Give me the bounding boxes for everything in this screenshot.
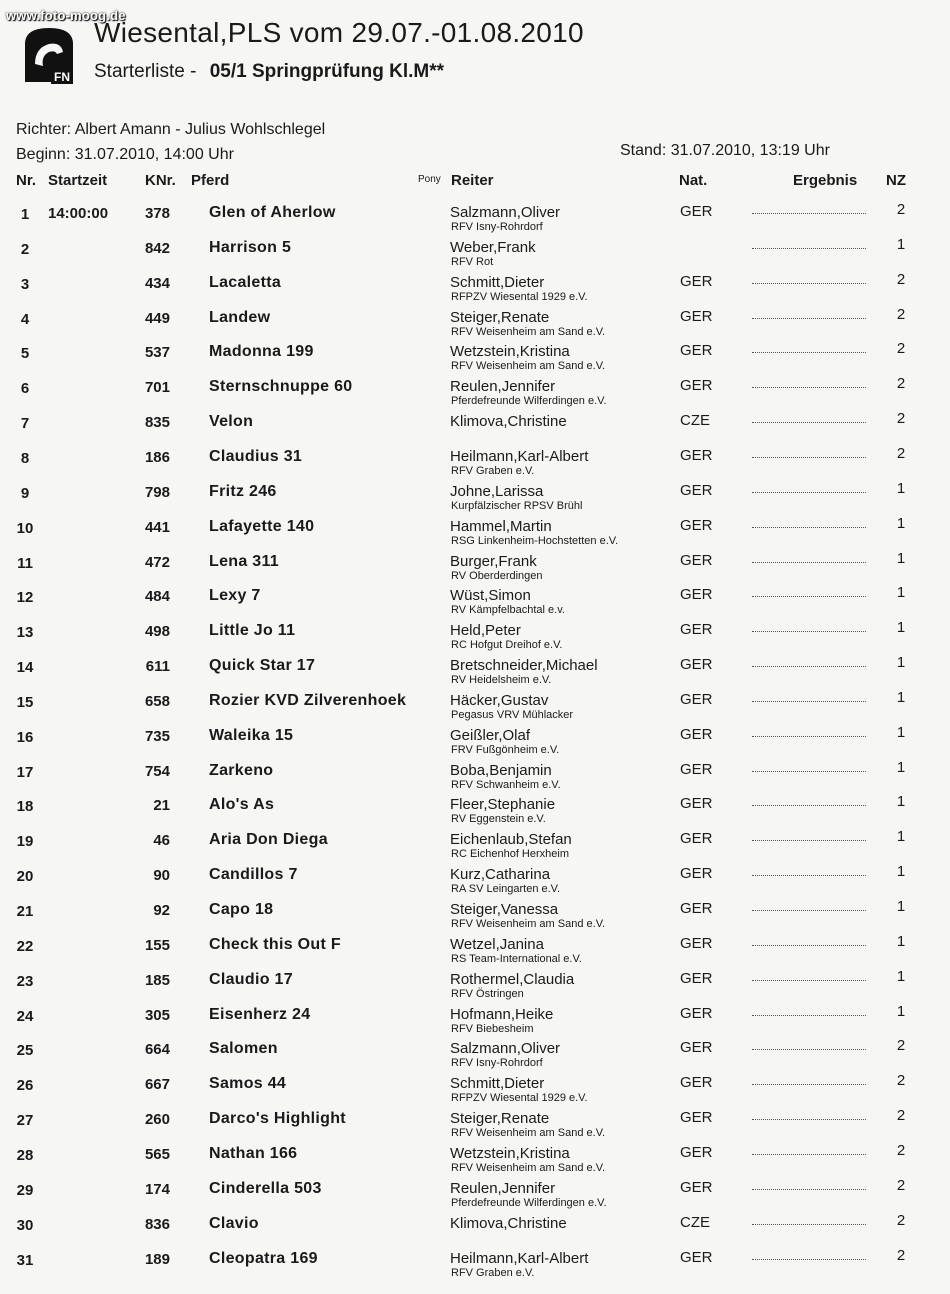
subtitle-prefix: Starterliste -	[94, 61, 197, 82]
result-placeholder	[752, 1258, 866, 1260]
subtitle	[94, 61, 444, 83]
nation-code: GER	[680, 760, 713, 778]
knr-cell: 667	[144, 1076, 170, 1094]
table-row	[0, 339, 950, 374]
col-pony: Pony	[418, 174, 441, 185]
rider-name: Steiger,Vanessa	[450, 901, 559, 918]
competition-name: 05/1 Springprüfung Kl.M**	[209, 61, 445, 82]
horse-name: Velon	[209, 413, 254, 431]
knr-cell: 46	[153, 832, 170, 850]
nation-code: GER	[680, 516, 713, 534]
row-number: 16	[16, 728, 34, 746]
nation-code: GER	[680, 830, 713, 848]
horse-name: Candillos 7	[209, 866, 298, 884]
start-time: Beginn: 31.07.2010, 14:00 Uhr	[16, 146, 234, 163]
row-number: 31	[16, 1251, 34, 1269]
rider-name: Weber,Frank	[450, 238, 536, 256]
knr-cell: 434	[144, 274, 170, 292]
row-number: 12	[16, 589, 34, 607]
row-number: 15	[16, 693, 34, 711]
club-name: RFV Graben e.V.	[451, 464, 535, 477]
knr-cell: 378	[144, 205, 170, 222]
club-name: RFV Weisenheim am Sand e.V.	[451, 1161, 606, 1174]
rider-name: Heilmann,Karl-Albert	[450, 447, 589, 465]
nz-cell: 2	[896, 1141, 906, 1159]
result-placeholder	[752, 1223, 866, 1225]
nation-code: GER	[680, 969, 713, 987]
result-placeholder	[752, 665, 866, 667]
knr-cell: 472	[144, 553, 170, 571]
nation-code: GER	[680, 690, 713, 708]
club-name: RFV Isny-Rohrdorf	[451, 221, 543, 233]
table-row	[0, 862, 950, 897]
rider-name: Wetzel,Janina	[450, 935, 544, 953]
nz-cell: 1	[896, 932, 906, 950]
knr-cell: 537	[144, 344, 170, 362]
rider-name: Johne,Larissa	[450, 482, 544, 500]
club-name: RFV Weisenheim am Sand e.V.	[451, 918, 606, 930]
result-placeholder	[752, 1118, 866, 1120]
row-number: 21	[16, 903, 34, 920]
club-name: RFV Rot	[451, 255, 494, 268]
horse-name: Rozier KVD Zilverenhoek	[209, 691, 407, 709]
table-row	[0, 897, 950, 932]
nation-code: GER	[680, 446, 713, 464]
nz-cell: 1	[896, 235, 906, 253]
result-placeholder	[752, 979, 866, 981]
horse-name: Check this Out F	[209, 935, 341, 953]
row-number: 17	[16, 763, 34, 781]
row-number: 19	[16, 833, 34, 851]
rider-name: Klimova,Christine	[450, 1214, 567, 1232]
row-number: 10	[16, 519, 34, 537]
horse-name: Lafayette 140	[209, 517, 315, 535]
result-placeholder	[752, 491, 866, 493]
nz-cell: 1	[896, 898, 906, 915]
knr-cell: 484	[144, 588, 170, 606]
club-name: RSG Linkenheim-Hochstetten e.V.	[451, 534, 619, 547]
horse-name: Sternschnuppe 60	[209, 378, 353, 396]
result-placeholder	[752, 630, 866, 632]
nation-code: GER	[680, 1178, 713, 1196]
page-title: Wiesental,PLS vom 29.07.-01.08.2010	[94, 17, 584, 48]
horse-name: Samos 44	[209, 1075, 287, 1093]
table-row	[0, 270, 950, 305]
result-placeholder	[752, 456, 866, 458]
nation-code: CZE	[680, 1213, 710, 1231]
nz-cell: 2	[896, 1211, 906, 1229]
club-name: RV Heidelsheim e.V.	[451, 674, 552, 687]
result-placeholder	[752, 1188, 866, 1190]
result-placeholder	[752, 212, 866, 214]
horse-name: Glen of Aherlow	[209, 204, 336, 221]
table-row	[0, 792, 950, 827]
nation-code: GER	[680, 1143, 713, 1161]
table-row	[0, 1106, 950, 1141]
nz-cell: 2	[896, 1246, 906, 1264]
row-number: 3	[20, 275, 30, 293]
club-name: RFV Weisenheim am Sand e.V.	[451, 1127, 606, 1140]
rider-name: Reulen,Jennifer	[450, 1179, 556, 1197]
table-row	[0, 200, 950, 235]
horse-name: Capo 18	[209, 901, 274, 918]
horse-name: Cleopatra 169	[209, 1249, 318, 1267]
nz-cell: 1	[896, 584, 906, 602]
rider-name: Wetzstein,Kristina	[450, 343, 570, 361]
horse-name: Clavio	[209, 1214, 259, 1232]
knr-cell: 92	[153, 902, 170, 919]
nation-code: GER	[680, 272, 713, 290]
nation-code: GER	[680, 377, 713, 395]
nz-cell: 2	[896, 1176, 906, 1194]
nation-code: GER	[680, 656, 713, 674]
nation-code: GER	[680, 481, 713, 499]
rider-name: Boba,Benjamin	[450, 761, 552, 779]
table-row	[0, 583, 950, 618]
col-result: Ergebnis	[793, 172, 858, 189]
rider-name: Steiger,Renate	[450, 308, 550, 326]
horse-name: Lena 311	[209, 552, 280, 570]
table-row	[0, 758, 950, 793]
rider-name: Salzmann,Oliver	[450, 1040, 561, 1058]
table-row	[0, 1211, 950, 1246]
nation-code: GER	[680, 621, 713, 639]
table-row	[0, 549, 950, 584]
nz-cell: 1	[896, 1002, 906, 1020]
table-row	[0, 444, 950, 479]
row-number: 5	[20, 345, 30, 363]
nz-cell: 2	[896, 444, 906, 462]
col-nat: Nat.	[679, 172, 708, 189]
horse-name: Nathan 166	[209, 1144, 298, 1162]
nation-code: GER	[680, 1074, 713, 1092]
table-row	[0, 618, 950, 653]
knr-cell: 735	[144, 727, 170, 745]
col-time: Startzeit	[48, 172, 108, 189]
knr-cell: 155	[144, 936, 170, 954]
knr-cell: 611	[145, 658, 170, 676]
nz-cell: 1	[896, 654, 906, 672]
table-row	[0, 235, 950, 270]
row-number: 25	[16, 1042, 34, 1060]
nz-cell: 1	[896, 828, 906, 846]
knr-cell: 798	[144, 483, 170, 501]
horse-name: Lacaletta	[209, 273, 282, 291]
watermark: www.foto-moog.de	[6, 8, 126, 23]
result-placeholder	[752, 526, 866, 528]
nz-cell: 1	[896, 549, 906, 567]
row-number: 18	[16, 798, 34, 816]
table-row	[0, 1176, 950, 1211]
table-row	[0, 514, 950, 549]
horse-name: Harrison 5	[209, 238, 292, 256]
row-number: 24	[16, 1007, 34, 1025]
knr-cell: 90	[153, 867, 170, 885]
nation-code: GER	[680, 203, 713, 220]
rider-name: Hofmann,Heike	[450, 1005, 554, 1023]
club-name: RC Hofgut Dreihof e.V.	[451, 639, 563, 652]
nz-cell: 2	[896, 201, 906, 218]
knr-cell: 186	[144, 448, 170, 466]
nation-code: GER	[680, 551, 713, 569]
rider-name: Reulen,Jennifer	[450, 378, 556, 396]
row-number: 9	[20, 484, 30, 502]
col-knr: KNr.	[145, 172, 176, 189]
nz-cell: 2	[896, 410, 906, 428]
row-number: 4	[20, 310, 30, 328]
knr-cell: 21	[153, 797, 170, 815]
club-name: RA SV Leingarten e.V.	[451, 883, 561, 896]
horse-name: Claudio 17	[209, 970, 293, 988]
knr-cell: 449	[144, 309, 170, 327]
nation-code: GER	[680, 900, 713, 917]
horse-name: Landew	[209, 308, 271, 326]
nz-cell: 1	[896, 723, 906, 741]
nz-cell: 2	[896, 270, 906, 288]
horse-name: Quick Star 17	[209, 657, 316, 675]
row-number: 28	[16, 1146, 34, 1164]
row-number: 22	[16, 937, 34, 955]
result-placeholder	[752, 1014, 866, 1016]
nz-cell: 2	[896, 340, 906, 358]
nz-cell: 2	[896, 1037, 906, 1055]
table-row	[0, 1246, 950, 1281]
club-name: FRV Fußgönheim e.V.	[451, 743, 560, 756]
row-number: 8	[20, 449, 30, 467]
club-name: RV Oberderdingen	[451, 569, 543, 582]
knr-cell: 189	[144, 1250, 170, 1268]
row-number: 30	[16, 1216, 34, 1234]
club-name: RFV Graben e.V.	[451, 1266, 535, 1279]
club-name: RFV Östringen	[451, 987, 524, 1000]
table-row	[0, 1071, 950, 1106]
table-row	[0, 827, 950, 862]
knr-cell: 185	[144, 971, 170, 989]
row-number: 27	[16, 1112, 34, 1130]
rider-name: Bretschneider,Michael	[450, 657, 598, 675]
table-row	[0, 723, 950, 758]
nation-code: GER	[680, 725, 713, 743]
nz-cell: 2	[896, 375, 906, 393]
result-placeholder	[752, 386, 866, 388]
nz-cell: 1	[896, 619, 906, 637]
table-row	[0, 1036, 950, 1071]
rider-name: Kurz,Catharina	[450, 866, 551, 884]
nation-code: GER	[680, 1109, 713, 1127]
nation-code: CZE	[680, 412, 710, 430]
club-name: Pferdefreunde Wilferdingen e.V.	[451, 395, 607, 408]
rider-name: Wüst,Simon	[450, 587, 531, 605]
row-number: 7	[20, 415, 30, 433]
row-number: 1	[20, 206, 30, 223]
horse-name: Eisenherz 24	[209, 1005, 311, 1023]
knr-cell: 565	[144, 1145, 170, 1163]
nz-cell: 2	[896, 1107, 906, 1125]
horse-name: Madonna 199	[209, 343, 314, 361]
horse-name: Claudius 31	[209, 447, 303, 465]
nz-cell: 1	[896, 863, 906, 881]
result-placeholder	[752, 561, 866, 563]
table-row	[0, 409, 950, 444]
horse-name: Lexy 7	[209, 587, 261, 605]
nz-cell: 2	[896, 305, 906, 323]
club-name: RFV Schwanheim e.V.	[451, 778, 561, 791]
nation-code: GER	[680, 586, 713, 604]
club-name: Pegasus VRV Mühlacker	[451, 708, 574, 721]
result-placeholder	[752, 1083, 866, 1085]
club-name: RV Eggenstein e.V.	[451, 813, 546, 826]
row-number: 20	[16, 868, 34, 886]
rider-name: Schmitt,Dieter	[450, 1075, 545, 1093]
table-row	[0, 1141, 950, 1176]
club-name: RFV Biebesheim	[451, 1022, 534, 1035]
fn-logo-icon	[21, 24, 77, 86]
table-row	[0, 374, 950, 409]
rider-name: Heilmann,Karl-Albert	[450, 1249, 589, 1267]
row-number: 6	[20, 380, 30, 398]
result-placeholder	[752, 700, 866, 702]
nation-code: GER	[680, 307, 713, 325]
nation-code: GER	[680, 865, 713, 883]
horse-name: Cinderella 503	[209, 1179, 322, 1197]
rider-name: Wetzstein,Kristina	[450, 1144, 570, 1162]
result-placeholder	[752, 247, 866, 249]
result-placeholder	[752, 735, 866, 737]
result-placeholder	[752, 421, 866, 423]
knr-cell: 498	[144, 623, 170, 641]
judges: Richter: Albert Amann - Julius Wohlschlegel	[16, 121, 326, 138]
club-name: RFV Weisenheim am Sand e.V.	[451, 360, 606, 373]
result-placeholder	[752, 770, 866, 772]
horse-name: Salomen	[209, 1040, 278, 1058]
result-placeholder	[752, 1153, 866, 1155]
knr-cell: 658	[144, 692, 170, 710]
row-number: 14	[16, 659, 34, 677]
horse-name: Alo's As	[209, 796, 275, 814]
knr-cell: 174	[144, 1180, 170, 1198]
col-rider: Reiter	[451, 172, 494, 189]
nz-cell: 2	[896, 1072, 906, 1090]
result-placeholder	[752, 874, 866, 876]
nation-code: GER	[680, 795, 713, 813]
club-name: Pferdefreunde Wilferdingen e.V.	[451, 1196, 607, 1209]
club-name: RC Eichenhof Herxheim	[451, 848, 569, 861]
row-number: 29	[16, 1181, 34, 1199]
col-nz: NZ	[886, 172, 906, 189]
rider-name: Steiger,Renate	[450, 1110, 550, 1128]
nz-cell: 1	[896, 479, 906, 497]
col-nr: Nr.	[16, 172, 37, 189]
knr-cell: 701	[144, 379, 170, 397]
svg-text:FN: FN	[54, 70, 70, 84]
knr-cell: 441	[144, 518, 170, 536]
club-name: Kurpfälzischer RPSV Brühl	[451, 499, 583, 512]
rider-name: Schmitt,Dieter	[450, 273, 545, 291]
knr-cell: 664	[144, 1041, 170, 1059]
result-placeholder	[752, 944, 866, 946]
rider-name: Rothermel,Claudia	[450, 970, 575, 988]
knr-cell: 754	[144, 762, 170, 780]
table-row	[0, 479, 950, 514]
start-time-cell: 14:00:00	[48, 205, 109, 222]
rider-name: Held,Peter	[450, 622, 521, 640]
result-placeholder	[752, 595, 866, 597]
table-row	[0, 1002, 950, 1037]
nation-code: GER	[680, 1039, 713, 1057]
rider-name: Häcker,Gustav	[450, 691, 549, 709]
club-name: RFPZV Wiesental 1929 e.V.	[451, 290, 588, 303]
rider-name: Hammel,Martin	[450, 517, 552, 535]
knr-cell: 835	[144, 414, 170, 432]
table-row	[0, 305, 950, 340]
club-name: RV Kämpfelbachtal e.v.	[451, 604, 565, 617]
row-number: 23	[16, 972, 34, 990]
nz-cell: 1	[896, 793, 906, 811]
knr-cell: 305	[144, 1006, 170, 1024]
nz-cell: 1	[896, 967, 906, 985]
table-row	[0, 932, 950, 967]
nation-code: GER	[680, 934, 713, 952]
club-name: RFV Weisenheim am Sand e.V.	[451, 325, 606, 338]
horse-name: Waleika 15	[209, 726, 294, 744]
result-placeholder	[752, 317, 866, 319]
stand-date: Stand: 31.07.2010, 13:19 Uhr	[620, 142, 830, 159]
table-row	[0, 653, 950, 688]
club-name: RFPZV Wiesental 1929 e.V.	[451, 1092, 588, 1105]
row-number: 2	[20, 240, 30, 258]
horse-name: Zarkeno	[209, 761, 274, 779]
horse-name: Aria Don Diega	[209, 831, 328, 849]
table-row	[0, 688, 950, 723]
rider-name: Klimova,Christine	[450, 413, 567, 431]
club-name: RFV Isny-Rohrdorf	[451, 1057, 543, 1070]
rider-name: Geißler,Olaf	[450, 726, 531, 744]
rider-name: Fleer,Stephanie	[450, 796, 556, 814]
result-placeholder	[752, 804, 866, 806]
horse-name: Darco's Highlight	[209, 1110, 346, 1128]
nation-code: GER	[680, 1004, 713, 1022]
result-placeholder	[752, 909, 866, 911]
result-placeholder	[752, 282, 866, 284]
club-name: RS Team-International e.V.	[451, 952, 582, 965]
row-number: 11	[17, 554, 33, 572]
row-number: 26	[16, 1077, 34, 1095]
horse-name: Little Jo 11	[209, 622, 296, 640]
nz-cell: 1	[896, 514, 906, 532]
rider-name: Eichenlaub,Stefan	[450, 831, 572, 849]
knr-cell: 260	[144, 1111, 170, 1129]
horse-name: Fritz 246	[209, 482, 277, 500]
nation-code: GER	[680, 1248, 713, 1266]
nz-cell: 1	[896, 688, 906, 706]
table-row	[0, 967, 950, 1002]
row-number: 13	[16, 624, 34, 642]
knr-cell: 842	[144, 239, 170, 257]
nation-code: GER	[680, 342, 713, 360]
col-horse: Pferd	[191, 172, 230, 189]
result-placeholder	[752, 839, 866, 841]
result-placeholder	[752, 1048, 866, 1050]
knr-cell: 836	[144, 1215, 170, 1233]
result-placeholder	[752, 351, 866, 353]
rider-name: Burger,Frank	[450, 552, 537, 570]
nz-cell: 1	[896, 758, 906, 776]
rider-name: Salzmann,Oliver	[450, 204, 561, 221]
